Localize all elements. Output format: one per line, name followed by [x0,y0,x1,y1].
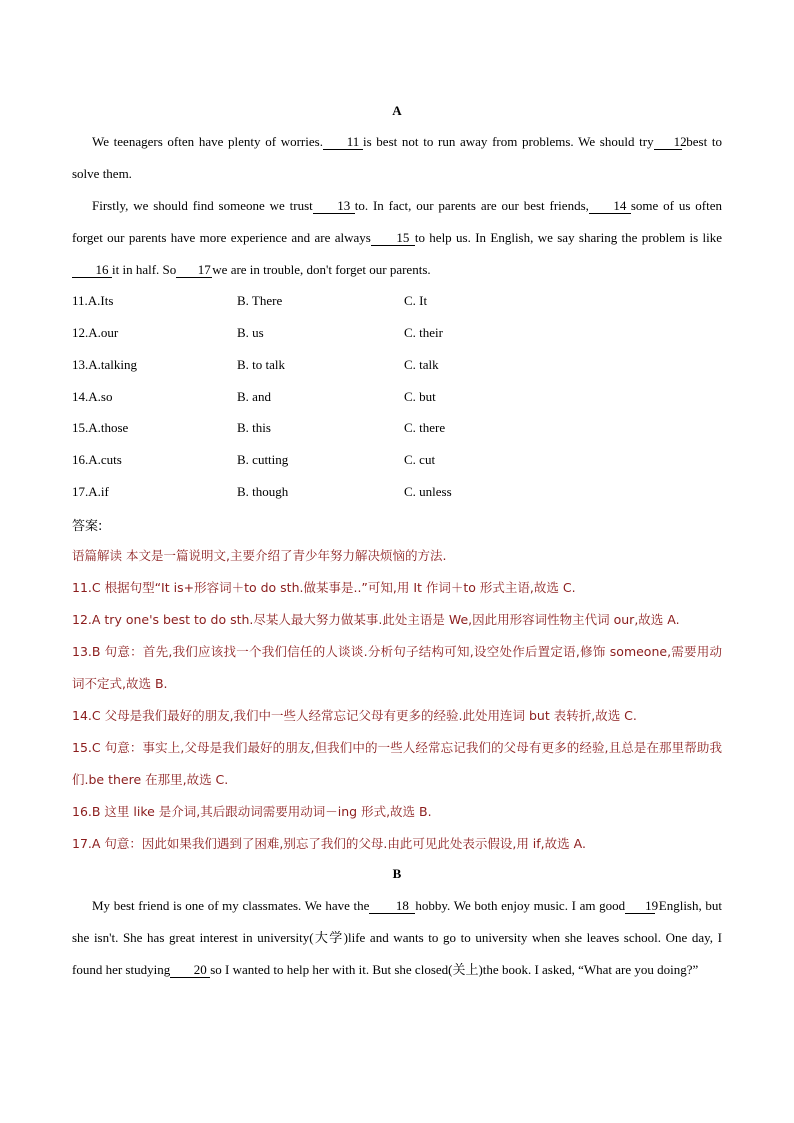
passage-text: to. In fact, our parents are our best friends, [354,198,589,213]
section-b-title: B [392,866,402,881]
passage-text: so I wanted to help her with it. But she closed(关上)the book. I asked, “What are you doing?” [210,962,699,977]
option-b[interactable]: B. and [237,389,271,404]
option-a[interactable]: 14.A.so [72,389,113,404]
section-a-title: A [392,103,402,118]
blank-17[interactable]: 17 [176,263,212,278]
option-a[interactable]: 12.A.our [72,325,119,340]
blank-19[interactable]: 19 [625,899,655,914]
blank-12[interactable]: 12 [654,135,682,150]
option-a[interactable]: 15.A.those [72,420,129,435]
option-a[interactable]: 16.A.cuts [72,452,122,467]
explanation-line: 16.B 这里 like 是介词,其后跟动词需要用动词－ing 形式,故选 B. [72,804,432,819]
option-c[interactable]: C. there [404,420,446,435]
option-row [72,484,722,504]
option-a[interactable]: 13.A.talking [72,357,137,372]
passage-text: My best friend is one of my classmates. We have the [92,898,370,913]
explanation-line: 11.C 根据句型“It is+形容词＋to do sth.做某事是..”可知,用 It 作词＋to 形式主语,故选 C. [72,580,576,595]
passage-text: English, but she isn't. She has great interest in university(大学)life and wants to go to university when she leaves school. One day, I found her studying [72,898,722,977]
passage-text: is best not to run away from problems. We should try [362,134,654,149]
passage-text: some of us often forget our parents have more experience and are always [72,198,722,245]
blank-18[interactable]: 18 [369,899,415,914]
option-c[interactable]: C. talk [404,357,439,372]
option-c[interactable]: C. It [404,293,428,308]
option-c[interactable]: C. but [404,389,436,404]
passage-text: We teenagers often have plenty of worries. [92,134,323,149]
option-row [72,293,722,313]
explanation-line: 语篇解读 本文是一篇说明文,主要介绍了青少年努力解决烦恼的方法. [72,548,447,563]
option-b[interactable]: B. though [237,484,289,499]
option-c[interactable]: C. unless [404,484,452,499]
section-a-paragraph-1 [72,126,722,190]
section-a-paragraph-2 [72,190,722,286]
explanation-line: 17.A 句意：因此如果我们遇到了困难,别忘了我们的父母.由此可见此处表示假设,用 if,故选 A. [72,836,586,851]
option-a[interactable]: 11.A.Its [72,293,114,308]
option-row [72,420,722,440]
option-b[interactable]: B. cutting [237,452,289,467]
section-b-paragraph-1 [72,890,722,986]
option-c[interactable]: C. cut [404,452,436,467]
blank-14[interactable]: 14 [589,199,631,214]
option-b[interactable]: B. us [237,325,264,340]
blank-11[interactable]: 11 [323,135,363,150]
passage-text: to help us. In English, we say sharing the problem is like [414,230,722,245]
option-row [72,389,722,409]
passage-text: we are in trouble, don't forget our parents. [212,262,431,277]
passage-text: Firstly, we should find someone we trust [92,198,313,213]
option-row [72,357,722,377]
blank-13[interactable]: 13 [313,199,355,214]
answer-explanations [72,540,722,860]
blank-20[interactable]: 20 [170,963,210,978]
option-row [72,325,722,345]
passage-text: it in half. So [112,262,177,277]
option-b[interactable]: B. to talk [237,357,286,372]
explanation-line: 15.C 句意：事实上,父母是我们最好的朋友,但我们中的一些人经常忘记我们的父母有更多的经验,且总是在那里帮助我们.be there 在那里,故选 C. [72,740,722,787]
explanation-line: 12.A try one's best to do sth.尽某人最大努力做某事.此处主语是 We,因此用形容词性物主代词 our,故选 A. [72,612,680,627]
option-b[interactable]: B. this [237,420,271,435]
option-b[interactable]: B. There [237,293,283,308]
passage-text: hobby. We both enjoy music. I am good [415,898,626,913]
explanation-line: 14.C 父母是我们最好的朋友,我们中一些人经常忘记父母有更多的经验.此处用连词 but 表转折,故选 C. [72,708,637,723]
passage-text: best to solve them. [72,134,723,181]
option-a[interactable]: 17.A.if [72,484,109,499]
option-c[interactable]: C. their [404,325,443,340]
blank-16[interactable]: 16 [72,263,112,278]
blank-15[interactable]: 15 [371,231,415,246]
option-row [72,452,722,472]
answer-label: 答案: [72,519,103,534]
explanation-line: 13.B 句意：首先,我们应该找一个我们信任的人谈谈.分析句子结构可知,设空处作后置定语,修饰 someone,需要用动词不定式,故选 B. [72,644,722,691]
